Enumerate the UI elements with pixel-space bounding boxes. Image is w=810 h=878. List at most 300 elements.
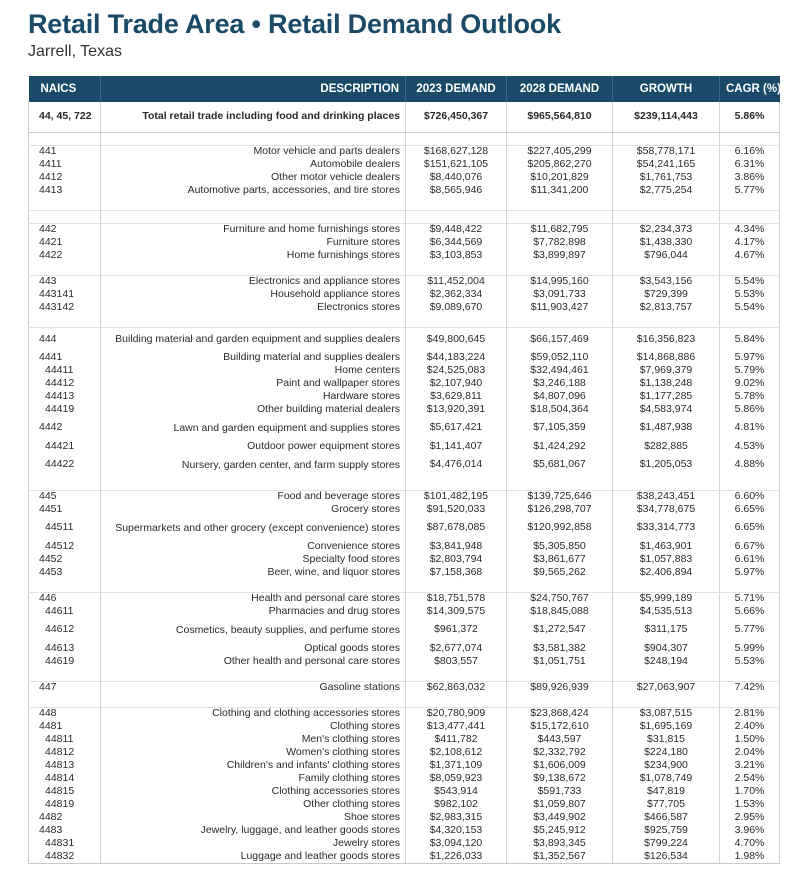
- demand-2028-cell: $9,565,262: [507, 566, 613, 579]
- demand-2028-cell: $3,899,897: [507, 249, 613, 262]
- cagr-cell: 5.71%: [720, 592, 780, 605]
- cagr-cell: 2.81%: [720, 707, 780, 720]
- cagr-cell: 4.53%: [720, 440, 780, 453]
- table-row: [29, 490, 780, 503]
- naics-code-cell: 44831: [29, 837, 101, 850]
- spacer-row: [29, 694, 780, 707]
- growth-cell: $2,775,254: [613, 184, 720, 197]
- growth-cell: $16,356,823: [613, 327, 720, 351]
- growth-cell: $1,177,285: [613, 390, 720, 403]
- cagr-cell: 6.31%: [720, 158, 780, 171]
- demand-2023-cell: $803,557: [406, 655, 507, 668]
- cagr-cell: 4.67%: [720, 249, 780, 262]
- demand-2023-cell: $6,344,569: [406, 236, 507, 249]
- spacer-cell: [406, 210, 507, 223]
- demand-2028-cell: $3,449,902: [507, 811, 613, 824]
- growth-cell: $311,175: [613, 618, 720, 642]
- growth-cell: $2,813,757: [613, 301, 720, 314]
- description-cell: Furniture stores: [101, 236, 406, 249]
- growth-cell: $38,243,451: [613, 490, 720, 503]
- demand-2023-cell: $2,108,612: [406, 746, 507, 759]
- spacer-cell: [406, 694, 507, 707]
- growth-cell: $1,438,330: [613, 236, 720, 249]
- naics-code-cell: 44613: [29, 642, 101, 655]
- spacer-cell: [507, 210, 613, 223]
- spacer-cell: [406, 132, 507, 145]
- description-cell: Automobile dealers: [101, 158, 406, 171]
- demand-2023-cell: $2,362,334: [406, 288, 507, 301]
- demand-2028-cell: $9,138,672: [507, 772, 613, 785]
- demand-2023-cell: $8,440,076: [406, 171, 507, 184]
- description-cell: Hardware stores: [101, 390, 406, 403]
- table-row: [29, 592, 780, 605]
- spacer-cell: [101, 694, 406, 707]
- naics-code-cell: 4483: [29, 824, 101, 837]
- table-row: [29, 516, 780, 540]
- table-row: [29, 377, 780, 390]
- description-cell: Shoe stores: [101, 811, 406, 824]
- description-cell: Children's and infants' clothing stores: [101, 759, 406, 772]
- demand-2028-cell: $10,201,829: [507, 171, 613, 184]
- description-cell: Electronics stores: [101, 301, 406, 314]
- header-description: DESCRIPTION: [101, 76, 406, 102]
- table-row: [29, 720, 780, 733]
- naics-code-cell: 44419: [29, 403, 101, 416]
- naics-code-cell: 44611: [29, 605, 101, 618]
- header-naics: NAICS: [29, 76, 101, 102]
- naics-code-cell: 44, 45, 722: [29, 102, 101, 132]
- table-row: [29, 772, 780, 785]
- description-cell: Gasoline stations: [101, 681, 406, 694]
- growth-cell: $729,399: [613, 288, 720, 301]
- table-row: [29, 746, 780, 759]
- demand-2023-cell: $3,103,853: [406, 249, 507, 262]
- growth-cell: $3,543,156: [613, 275, 720, 288]
- naics-code-cell: 44512: [29, 540, 101, 553]
- demand-2023-cell: $5,617,421: [406, 416, 507, 440]
- growth-cell: $77,705: [613, 798, 720, 811]
- demand-2028-cell: $14,995,160: [507, 275, 613, 288]
- spacer-cell: [720, 197, 780, 210]
- table-row: [29, 327, 780, 351]
- spacer-row: [29, 668, 780, 681]
- demand-2023-cell: $91,520,033: [406, 503, 507, 516]
- spacer-cell: [613, 477, 720, 490]
- demand-2028-cell: $59,052,110: [507, 351, 613, 364]
- demand-2028-cell: $1,059,807: [507, 798, 613, 811]
- cagr-cell: 5.54%: [720, 275, 780, 288]
- demand-2028-cell: $7,782,898: [507, 236, 613, 249]
- table-header: [29, 76, 786, 102]
- spacer-cell: [507, 314, 613, 327]
- table-row: [29, 236, 780, 249]
- demand-2023-cell: $3,629,811: [406, 390, 507, 403]
- demand-2028-cell: $1,051,751: [507, 655, 613, 668]
- naics-code-cell: 4411: [29, 158, 101, 171]
- demand-2023-cell: $726,450,367: [406, 102, 507, 132]
- demand-2023-cell: $4,476,014: [406, 453, 507, 477]
- description-cell: Other health and personal care stores: [101, 655, 406, 668]
- demand-2028-cell: $5,681,067: [507, 453, 613, 477]
- description-cell: Furniture and home furnishings stores: [101, 223, 406, 236]
- description-cell: Home centers: [101, 364, 406, 377]
- naics-code-cell: 4481: [29, 720, 101, 733]
- table-row: [29, 301, 780, 314]
- cagr-cell: 6.67%: [720, 540, 780, 553]
- spacer-cell: [720, 262, 780, 275]
- table-row: [29, 681, 780, 694]
- table-row: [29, 416, 780, 440]
- naics-code-cell: 44412: [29, 377, 101, 390]
- table-row: [29, 440, 780, 453]
- growth-cell: $799,224: [613, 837, 720, 850]
- retail-demand-table: [28, 76, 786, 864]
- cagr-cell: 5.77%: [720, 184, 780, 197]
- naics-code-cell: 4453: [29, 566, 101, 579]
- spacer-cell: [29, 210, 101, 223]
- spacer-row: [29, 262, 780, 275]
- demand-2023-cell: $44,183,224: [406, 351, 507, 364]
- demand-2028-cell: $11,682,795: [507, 223, 613, 236]
- naics-code-cell: 4482: [29, 811, 101, 824]
- total-row: [29, 102, 780, 132]
- table-row: [29, 275, 780, 288]
- cagr-cell: 5.53%: [720, 655, 780, 668]
- growth-cell: $282,885: [613, 440, 720, 453]
- demand-2028-cell: $23,868,424: [507, 707, 613, 720]
- table-row: [29, 707, 780, 720]
- naics-code-cell: 44815: [29, 785, 101, 798]
- growth-cell: $1,205,053: [613, 453, 720, 477]
- demand-2023-cell: $8,059,923: [406, 772, 507, 785]
- naics-code-cell: 44422: [29, 453, 101, 477]
- spacer-cell: [507, 694, 613, 707]
- spacer-cell: [29, 477, 101, 490]
- naics-code-cell: 441: [29, 145, 101, 158]
- demand-2023-cell: $961,372: [406, 618, 507, 642]
- growth-cell: $5,999,189: [613, 592, 720, 605]
- naics-code-cell: 44813: [29, 759, 101, 772]
- table-row: [29, 837, 780, 850]
- table-row: [29, 655, 780, 668]
- description-cell: Cosmetics, beauty supplies, and perfume stores: [101, 618, 406, 642]
- cagr-cell: 4.81%: [720, 416, 780, 440]
- table-row: [29, 785, 780, 798]
- demand-2023-cell: $2,983,315: [406, 811, 507, 824]
- growth-cell: $34,778,675: [613, 503, 720, 516]
- demand-2023-cell: $18,751,578: [406, 592, 507, 605]
- cagr-cell: 9.02%: [720, 377, 780, 390]
- spacer-cell: [406, 668, 507, 681]
- table-row: [29, 566, 780, 579]
- naics-code-cell: 447: [29, 681, 101, 694]
- cagr-cell: 5.99%: [720, 642, 780, 655]
- spacer-cell: [507, 132, 613, 145]
- growth-cell: $31,815: [613, 733, 720, 746]
- demand-2023-cell: $87,678,085: [406, 516, 507, 540]
- table-row: [29, 453, 780, 477]
- naics-code-cell: 44832: [29, 850, 101, 863]
- spacer-row: [29, 314, 780, 327]
- spacer-cell: [507, 197, 613, 210]
- spacer-cell: [29, 668, 101, 681]
- naics-code-cell: 4441: [29, 351, 101, 364]
- growth-cell: $2,234,373: [613, 223, 720, 236]
- description-cell: Motor vehicle and parts dealers: [101, 145, 406, 158]
- table-row: [29, 351, 780, 364]
- spacer-row: [29, 477, 780, 490]
- table-row: [29, 158, 780, 171]
- spacer-cell: [406, 262, 507, 275]
- demand-2023-cell: $7,158,368: [406, 566, 507, 579]
- table-row: [29, 540, 780, 553]
- spacer-cell: [720, 694, 780, 707]
- cagr-cell: 5.77%: [720, 618, 780, 642]
- demand-2023-cell: $543,914: [406, 785, 507, 798]
- table-row: [29, 503, 780, 516]
- description-cell: Men's clothing stores: [101, 733, 406, 746]
- growth-cell: $1,138,248: [613, 377, 720, 390]
- naics-code-cell: 4452: [29, 553, 101, 566]
- spacer-cell: [720, 477, 780, 490]
- description-cell: Optical goods stores: [101, 642, 406, 655]
- cagr-cell: 2.54%: [720, 772, 780, 785]
- growth-cell: $1,463,901: [613, 540, 720, 553]
- table-row: [29, 390, 780, 403]
- growth-cell: $234,900: [613, 759, 720, 772]
- naics-code-cell: 44413: [29, 390, 101, 403]
- naics-code-cell: 44814: [29, 772, 101, 785]
- demand-2028-cell: $7,105,359: [507, 416, 613, 440]
- description-cell: Supermarkets and other grocery (except convenience) stores: [101, 516, 406, 540]
- demand-2023-cell: $11,452,004: [406, 275, 507, 288]
- description-cell: Household appliance stores: [101, 288, 406, 301]
- cagr-cell: 6.16%: [720, 145, 780, 158]
- spacer-cell: [613, 197, 720, 210]
- cagr-cell: 5.79%: [720, 364, 780, 377]
- demand-2023-cell: $1,371,109: [406, 759, 507, 772]
- growth-cell: $3,087,515: [613, 707, 720, 720]
- demand-2028-cell: $3,246,188: [507, 377, 613, 390]
- spacer-cell: [101, 477, 406, 490]
- description-cell: Clothing and clothing accessories stores: [101, 707, 406, 720]
- demand-2028-cell: $18,504,364: [507, 403, 613, 416]
- demand-2028-cell: $5,245,912: [507, 824, 613, 837]
- cagr-cell: 4.34%: [720, 223, 780, 236]
- description-cell: Paint and wallpaper stores: [101, 377, 406, 390]
- demand-2023-cell: $9,448,422: [406, 223, 507, 236]
- table-row: [29, 759, 780, 772]
- table-row: [29, 618, 780, 642]
- growth-cell: $796,044: [613, 249, 720, 262]
- description-cell: Total retail trade including food and drinking places: [101, 102, 406, 132]
- table-row: [29, 850, 780, 863]
- cagr-cell: 5.86%: [720, 102, 780, 132]
- description-cell: Building material and garden equipment and supplies dealers: [101, 327, 406, 351]
- growth-cell: $2,406,894: [613, 566, 720, 579]
- cagr-cell: 5.78%: [720, 390, 780, 403]
- cagr-cell: 5.53%: [720, 288, 780, 301]
- cagr-cell: 1.70%: [720, 785, 780, 798]
- table-row: [29, 642, 780, 655]
- spacer-cell: [613, 668, 720, 681]
- growth-cell: $925,759: [613, 824, 720, 837]
- demand-2023-cell: $9,089,670: [406, 301, 507, 314]
- demand-2028-cell: $120,992,858: [507, 516, 613, 540]
- table-row: [29, 223, 780, 236]
- table-row: [29, 605, 780, 618]
- naics-code-cell: 44619: [29, 655, 101, 668]
- demand-2023-cell: $2,803,794: [406, 553, 507, 566]
- description-cell: Clothing accessories stores: [101, 785, 406, 798]
- naics-code-cell: 44421: [29, 440, 101, 453]
- description-cell: Health and personal care stores: [101, 592, 406, 605]
- spacer-cell: [406, 477, 507, 490]
- naics-code-cell: 443142: [29, 301, 101, 314]
- naics-code-cell: 442: [29, 223, 101, 236]
- cagr-cell: 2.04%: [720, 746, 780, 759]
- cagr-cell: 6.60%: [720, 490, 780, 503]
- growth-cell: $27,063,907: [613, 681, 720, 694]
- demand-2023-cell: $13,477,441: [406, 720, 507, 733]
- demand-2023-cell: $168,627,128: [406, 145, 507, 158]
- cagr-cell: 1.53%: [720, 798, 780, 811]
- demand-2028-cell: $3,581,382: [507, 642, 613, 655]
- cagr-cell: 5.66%: [720, 605, 780, 618]
- cagr-cell: 5.97%: [720, 566, 780, 579]
- naics-code-cell: 4421: [29, 236, 101, 249]
- cagr-cell: 5.84%: [720, 327, 780, 351]
- demand-2028-cell: $1,352,567: [507, 850, 613, 863]
- spacer-cell: [101, 197, 406, 210]
- demand-2028-cell: $3,861,677: [507, 553, 613, 566]
- table-row: [29, 403, 780, 416]
- spacer-cell: [507, 579, 613, 592]
- spacer-cell: [29, 132, 101, 145]
- description-cell: Jewelry stores: [101, 837, 406, 850]
- demand-2023-cell: $24,525,083: [406, 364, 507, 377]
- cagr-cell: 5.86%: [720, 403, 780, 416]
- naics-code-cell: 4412: [29, 171, 101, 184]
- description-cell: Luggage and leather goods stores: [101, 850, 406, 863]
- description-cell: Grocery stores: [101, 503, 406, 516]
- demand-2028-cell: $18,845,088: [507, 605, 613, 618]
- header-2023-demand: 2023 DEMAND: [406, 76, 507, 102]
- growth-cell: $1,078,749: [613, 772, 720, 785]
- growth-cell: $466,587: [613, 811, 720, 824]
- demand-2028-cell: $11,903,427: [507, 301, 613, 314]
- cagr-cell: 7.42%: [720, 681, 780, 694]
- growth-cell: $54,241,165: [613, 158, 720, 171]
- demand-2028-cell: $2,332,792: [507, 746, 613, 759]
- demand-2023-cell: $49,800,645: [406, 327, 507, 351]
- table-row: [29, 249, 780, 262]
- demand-2028-cell: $1,606,009: [507, 759, 613, 772]
- description-cell: Outdoor power equipment stores: [101, 440, 406, 453]
- growth-cell: $47,819: [613, 785, 720, 798]
- spacer-cell: [720, 579, 780, 592]
- naics-code-cell: 44411: [29, 364, 101, 377]
- description-cell: Building material and supplies dealers: [101, 351, 406, 364]
- spacer-cell: [406, 579, 507, 592]
- demand-2023-cell: $3,841,948: [406, 540, 507, 553]
- description-cell: Beer, wine, and liquor stores: [101, 566, 406, 579]
- naics-code-cell: 446: [29, 592, 101, 605]
- demand-2028-cell: $89,926,939: [507, 681, 613, 694]
- description-cell: Nursery, garden center, and farm supply stores: [101, 453, 406, 477]
- page-subtitle: Jarrell, Texas: [28, 43, 122, 60]
- growth-cell: $1,761,753: [613, 171, 720, 184]
- cagr-cell: 3.86%: [720, 171, 780, 184]
- demand-2028-cell: $5,305,850: [507, 540, 613, 553]
- spacer-cell: [29, 197, 101, 210]
- growth-cell: $126,534: [613, 850, 720, 863]
- demand-2028-cell: $126,298,707: [507, 503, 613, 516]
- demand-2028-cell: $11,341,200: [507, 184, 613, 197]
- demand-2028-cell: $591,733: [507, 785, 613, 798]
- demand-2028-cell: $66,157,469: [507, 327, 613, 351]
- naics-code-cell: 44812: [29, 746, 101, 759]
- spacer-cell: [29, 694, 101, 707]
- description-cell: Lawn and garden equipment and supplies stores: [101, 416, 406, 440]
- growth-cell: $239,114,443: [613, 102, 720, 132]
- demand-2023-cell: $4,320,153: [406, 824, 507, 837]
- table-row: [29, 171, 780, 184]
- cagr-cell: 3.96%: [720, 824, 780, 837]
- cagr-cell: 6.65%: [720, 516, 780, 540]
- naics-code-cell: 445: [29, 490, 101, 503]
- cagr-cell: 3.21%: [720, 759, 780, 772]
- spacer-cell: [613, 694, 720, 707]
- table-row: [29, 184, 780, 197]
- naics-code-cell: 44819: [29, 798, 101, 811]
- spacer-cell: [613, 262, 720, 275]
- naics-code-cell: 4442: [29, 416, 101, 440]
- demand-2028-cell: $1,424,292: [507, 440, 613, 453]
- naics-code-cell: 44612: [29, 618, 101, 642]
- table-row: [29, 811, 780, 824]
- demand-2023-cell: $982,102: [406, 798, 507, 811]
- description-cell: Convenience stores: [101, 540, 406, 553]
- spacer-cell: [406, 197, 507, 210]
- demand-2028-cell: $15,172,610: [507, 720, 613, 733]
- naics-code-cell: 444: [29, 327, 101, 351]
- cagr-cell: 1.98%: [720, 850, 780, 863]
- spacer-row: [29, 197, 780, 210]
- demand-2028-cell: $205,862,270: [507, 158, 613, 171]
- growth-cell: $58,778,171: [613, 145, 720, 158]
- demand-2028-cell: $965,564,810: [507, 102, 613, 132]
- spacer-cell: [101, 262, 406, 275]
- table-row: [29, 553, 780, 566]
- spacer-cell: [101, 210, 406, 223]
- demand-2028-cell: $4,807,096: [507, 390, 613, 403]
- spacer-cell: [613, 314, 720, 327]
- demand-2028-cell: $1,272,547: [507, 618, 613, 642]
- spacer-cell: [720, 314, 780, 327]
- growth-cell: $1,487,938: [613, 416, 720, 440]
- description-cell: Women's clothing stores: [101, 746, 406, 759]
- table-body: [29, 102, 780, 863]
- header-2028-demand: 2028 DEMAND: [507, 76, 613, 102]
- demand-2028-cell: $3,091,733: [507, 288, 613, 301]
- spacer-cell: [101, 668, 406, 681]
- cagr-cell: 6.61%: [720, 553, 780, 566]
- spacer-cell: [29, 579, 101, 592]
- growth-cell: $1,057,883: [613, 553, 720, 566]
- demand-2023-cell: $3,094,120: [406, 837, 507, 850]
- spacer-row: [29, 579, 780, 592]
